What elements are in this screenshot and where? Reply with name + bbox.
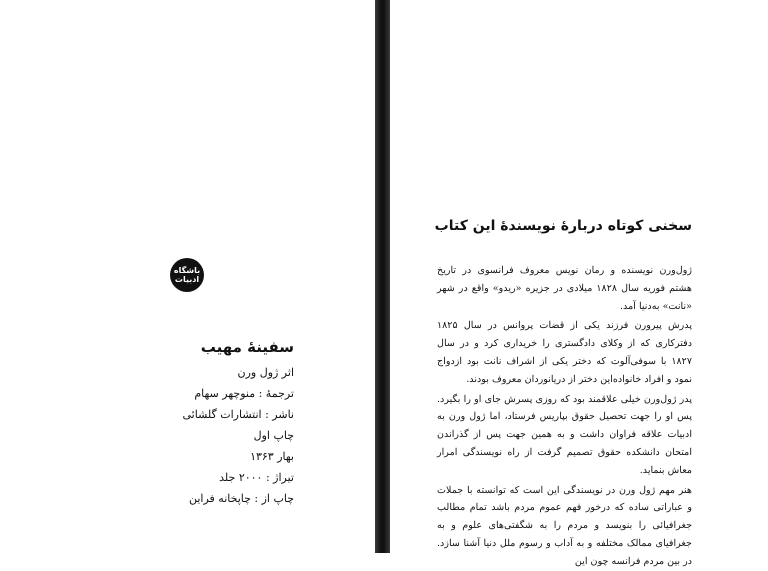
print-run-line: تیراژ : ۲۰۰۰ جلد	[219, 471, 294, 484]
paragraph: ژول‌ورن نویسنده و رمان نویس معروف فرانسوی در تاریخ هشتم فوریه سال ۱۸۲۸ میلادی در جزیره «ریدو» واقع در شهر «نانت» به‌دنیا آمد.	[437, 265, 692, 312]
book-title: سفینهٔ مهیب	[200, 338, 294, 356]
imprint-block	[94, 338, 294, 509]
paragraph: پدرش پیرورن فرزند یکی از قضات پروانس در سال ۱۸۲۵ دفترکاری که از وکلای دادگستری را خریداری کرد و در سال ۱۸۲۷ با سوفی‌آلوت که دختر یکی از اشراف نانت بود ازدواج نمود و افراد خانواده‌این دختر از دریانوردان معروف بودند.	[437, 320, 692, 385]
book-spine-gutter	[375, 0, 390, 553]
article-title: سخنی کوتاه دربارهٔ نویسندهٔ این کتاب	[434, 218, 692, 234]
left-page	[0, 0, 375, 553]
paragraph: هنر مهم ژول ورن در نویسندگی این است که توانسته با جملات و عباراتی ساده که درخور فهم عموم مردم باشد تمام مطالب جغرافیائی را بنویسد و مردم را به شگفتی‌های علوم و به جغرافیای ممالک مختلفه و به آداب و رسوم ملل دنیا آشنا سازد. در بین مردم فرانسه چون این	[437, 484, 692, 567]
right-page	[390, 0, 768, 567]
logo-text-top: باشگاه	[173, 266, 201, 275]
translator-line: ترجمهٔ : منوچهر سهام	[194, 387, 294, 400]
article-body	[437, 262, 692, 571]
author-line: اثر ژول ورن	[237, 366, 294, 379]
edition-line: چاپ اول	[253, 429, 294, 442]
paragraph: پدر ژول‌ورن خیلی علاقمند بود که روزی پسرش جای او را بگیرد. پس او را جهت تحصیل حقوق بپاریس فرستاد، اما ژول ورن به ادبیات علاقه فراوان داشت و به همین جهت پس از گذراندن امتحان دانشکده حقوق تصمیم گرفت از راه نویسندگی امرار معاش بنماید.	[437, 393, 692, 476]
logo-text-bottom: ادبیات	[174, 275, 200, 284]
publisher-logo	[170, 258, 204, 292]
date-line: بهار ۱۳۶۳	[250, 450, 294, 463]
printer-line: چاپ از : چاپخانه فراین	[188, 492, 294, 505]
publisher-line: ناشر : انتشارات گلشائی	[182, 408, 294, 421]
